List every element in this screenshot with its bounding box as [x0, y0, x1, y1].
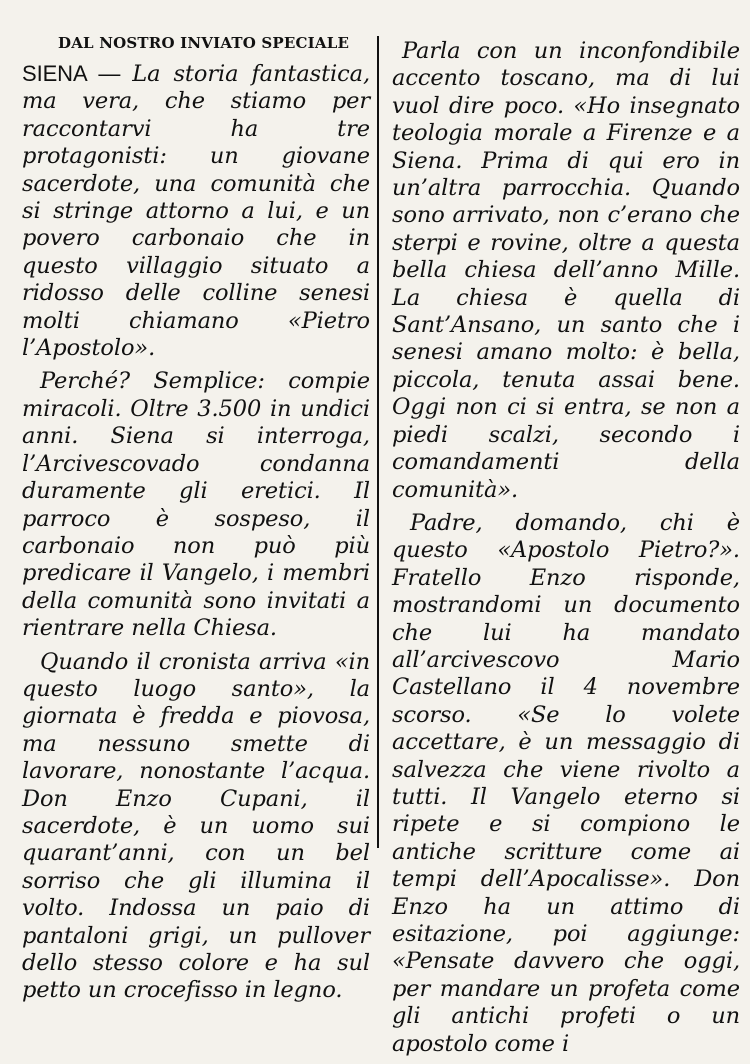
article-paragraph: Parla con un inconfondibile accento toscano, ma di lui vuol dire poco. «Ho insegnato teologia morale a Firenze e a Siena. Prima di qui ero in un’altra parrocchia. Quando sono arrivato, non c’erano che sterpi e rovine, oltre a questa bella chiesa dell’anno Mille. La chiesa è quella di Sant’Ansano, un santo che i senesi amano molto: è bella, piccola, tenuta assai bene. Oggi non ci si entra, se non a piedi scalzi, secondo i comandamenti della comunità».: [392, 38, 740, 503]
article-kicker: DAL NOSTRO INVIATO SPECIALE: [58, 34, 350, 52]
article-dateline: SIENA —: [22, 61, 133, 86]
article-paragraph: Perché? Semplice: compie miracoli. Oltre 3.500 in undici anni. Siena si interroga, l’Arcivescovado condanna duramente gli eretici. Il parroco è sospeso, il carbonaio non può più predicare il Vangelo, i membri della comunità sono invitati a rientrare nella Chiesa.: [22, 368, 370, 642]
paragraph-text: La storia fantastica, ma vera, che stiamo per raccontarvi ha tre protagonisti: un giovane sacerdote, una comunità che si stringe attorno a lui, e un povero carbonaio che in questo villaggio situato a ridosso delle colline senesi molti chiamano «Pietro l’Apostolo».: [22, 61, 370, 362]
article-paragraph: Padre, domando, chi è questo «Apostolo Pietro?». Fratello Enzo risponde, mostrandomi un documento che lui ha mandato all’arcivescovo Mario Castellano il 4 novembre scorso. «Se lo volete accettare, è un messaggio di salvezza che viene rivolto a tutti. Il Vangelo eterno si ripete e si compiono le antiche scritture come ai tempi dell’Apocalisse». Don Enzo ha un attimo di esitazione, poi aggiunge: «Pensate davvero che oggi, per mandare un profeta come gli antichi profeti o un apostolo come i: [392, 509, 740, 1057]
article-column-left: [22, 32, 370, 1011]
article-paragraph: Quando il cronista arriva «in questo luogo santo», la giornata è fredda e piovosa, ma nessuno smette di lavorare, nonostante l’acqua. Don Enzo Cupani, il sacerdote, è un uomo sui quarant’anni, con un bel sorriso che gli illumina il volto. Indossa un paio di pantaloni grigi, un pullover dello stesso colore e ha sul petto un crocefisso in legno.: [22, 648, 370, 1004]
column-divider: [377, 36, 379, 848]
article-paragraph: [22, 60, 370, 362]
article-column-right: [392, 32, 740, 1064]
